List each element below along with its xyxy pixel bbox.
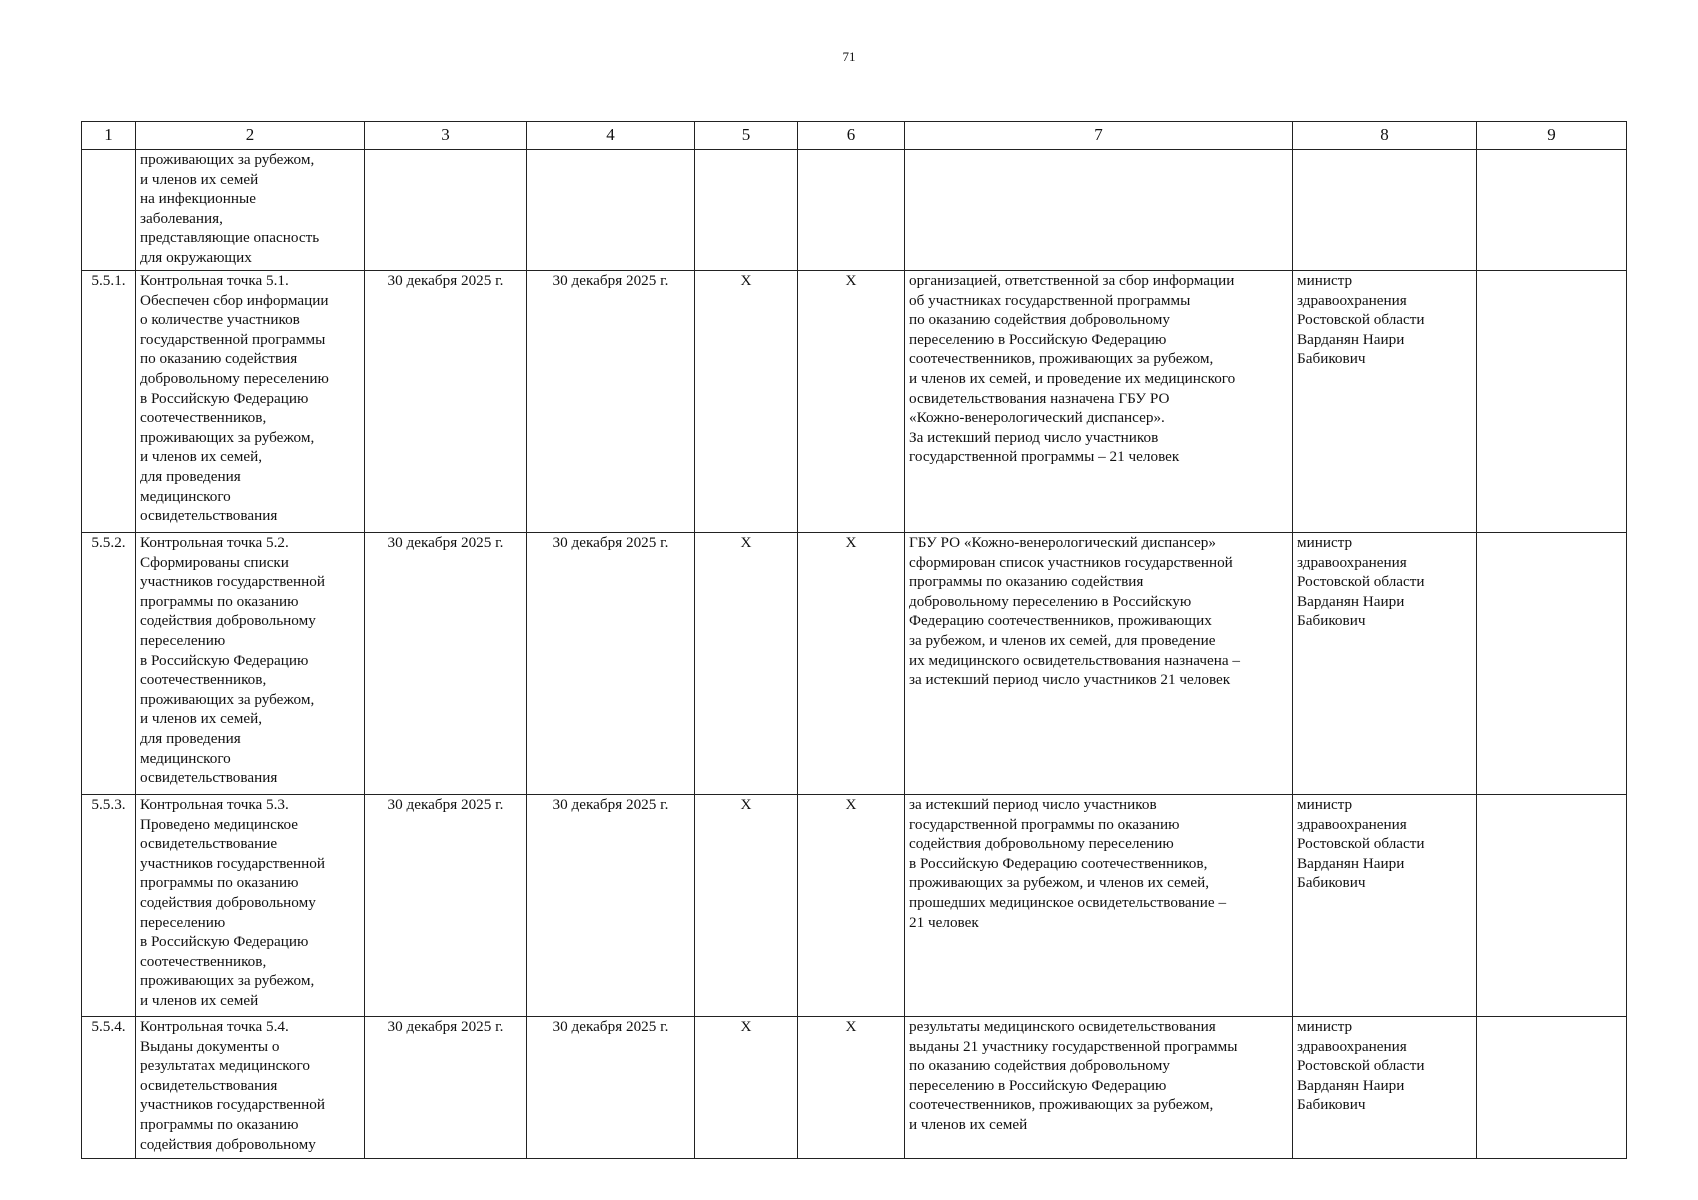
column-number: 2 [136, 122, 365, 150]
info-cell: ГБУ РО «Кожно-венерологический диспансер» сформирован список участников государственной программы по оказанию содействия добровольному переселению в Российскую Федерацию соотечественников, проживающих за рубежом, и членов их семей, для проведение их медицинского освидетельствования назначена – за истекший период число участников 21 человек [905, 533, 1293, 795]
empty-cell [527, 150, 695, 271]
notes-cell [1477, 533, 1627, 795]
responsible-cell: министр здравоохранения Ростовской области Варданян Наири Бабикович [1293, 795, 1477, 1017]
responsible-cell: министр здравоохранения Ростовской области Варданян Наири Бабикович [1293, 271, 1477, 533]
row-number-cell: 5.5.3. [82, 795, 136, 1017]
planned-date-cell: 30 декабря 2025 г. [365, 1017, 527, 1159]
description-cell: Контрольная точка 5.2. Сформированы списки участников государственной программы по оказанию содействия добровольному переселению в Российскую Федерацию соотечественников, проживающих за рубежом, и членов их семей, для проведения медицинского освидетельствования [136, 533, 365, 795]
program-table [81, 121, 1627, 1159]
mark-cell: X [798, 795, 905, 1017]
row-number-cell: 5.5.2. [82, 533, 136, 795]
description-cell: Контрольная точка 5.1. Обеспечен сбор информации о количестве участников государственной программы по оказанию содействия добровольному переселению в Российскую Федерацию соотечественников, проживающих за рубежом, и членов их семей, для проведения медицинского освидетельствования [136, 271, 365, 533]
responsible-cell: министр здравоохранения Ростовской области Варданян Наири Бабикович [1293, 533, 1477, 795]
empty-cell [798, 150, 905, 271]
table-row [82, 1017, 1627, 1159]
column-number: 1 [82, 122, 136, 150]
actual-date-cell: 30 декабря 2025 г. [527, 795, 695, 1017]
table-row [82, 271, 1627, 533]
column-number: 3 [365, 122, 527, 150]
empty-cell [365, 150, 527, 271]
description-cell: проживающих за рубежом, и членов их семей на инфекционные заболевания, представляющие опасность для окружающих [136, 150, 365, 271]
description-cell: Контрольная точка 5.3. Проведено медицинское освидетельствование участников государственной программы по оказанию содействия добровольному переселению в Российскую Федерацию соотечественников, проживающих за рубежом, и членов их семей [136, 795, 365, 1017]
column-number: 9 [1477, 122, 1627, 150]
notes-cell [1477, 1017, 1627, 1159]
column-number-row [82, 122, 1627, 150]
mark-cell: X [798, 271, 905, 533]
empty-cell [905, 150, 1293, 271]
empty-cell [1477, 150, 1627, 271]
column-number: 7 [905, 122, 1293, 150]
column-number: 4 [527, 122, 695, 150]
mark-cell: X [695, 271, 798, 533]
mark-cell: X [695, 1017, 798, 1159]
empty-cell [1293, 150, 1477, 271]
row-number-cell: 5.5.4. [82, 1017, 136, 1159]
planned-date-cell: 30 декабря 2025 г. [365, 533, 527, 795]
mark-cell: X [695, 795, 798, 1017]
continuation-row [82, 150, 1627, 271]
column-number: 8 [1293, 122, 1477, 150]
row-number-cell [82, 150, 136, 271]
actual-date-cell: 30 декабря 2025 г. [527, 271, 695, 533]
info-cell: организацией, ответственной за сбор информации об участниках государственной программы по оказанию содействия добровольному переселению в Российскую Федерацию соотечественников, проживающих за рубежом, и членов их семей, и проведение их медицинского освидетельствования назначена ГБУ РО «Кожно-венерологический диспансер». За истекший период число участников государственной программы – 21 человек [905, 271, 1293, 533]
notes-cell [1477, 795, 1627, 1017]
description-cell: Контрольная точка 5.4. Выданы документы о результатах медицинского освидетельствования участников государственной программы по оказанию содействия добровольному [136, 1017, 365, 1159]
info-cell: за истекший период число участников государственной программы по оказанию содействия добровольному переселению в Российскую Федерацию соотечественников, проживающих за рубежом, и членов их семей, прошедших медицинское освидетельствование – 21 человек [905, 795, 1293, 1017]
mark-cell: X [798, 533, 905, 795]
table-row [82, 795, 1627, 1017]
column-number: 5 [695, 122, 798, 150]
column-number: 6 [798, 122, 905, 150]
notes-cell [1477, 271, 1627, 533]
responsible-cell: министр здравоохранения Ростовской области Варданян Наири Бабикович [1293, 1017, 1477, 1159]
page-number: 71 [842, 49, 856, 64]
table-row [82, 533, 1627, 795]
mark-cell: X [798, 1017, 905, 1159]
info-cell: результаты медицинского освидетельствования выданы 21 участнику государственной программы по оказанию содействия добровольному переселению в Российскую Федерацию соотечественников, проживающих за рубежом, и членов их семей [905, 1017, 1293, 1159]
actual-date-cell: 30 декабря 2025 г. [527, 533, 695, 795]
mark-cell: X [695, 533, 798, 795]
empty-cell [695, 150, 798, 271]
row-number-cell: 5.5.1. [82, 271, 136, 533]
planned-date-cell: 30 декабря 2025 г. [365, 795, 527, 1017]
actual-date-cell: 30 декабря 2025 г. [527, 1017, 695, 1159]
planned-date-cell: 30 декабря 2025 г. [365, 271, 527, 533]
